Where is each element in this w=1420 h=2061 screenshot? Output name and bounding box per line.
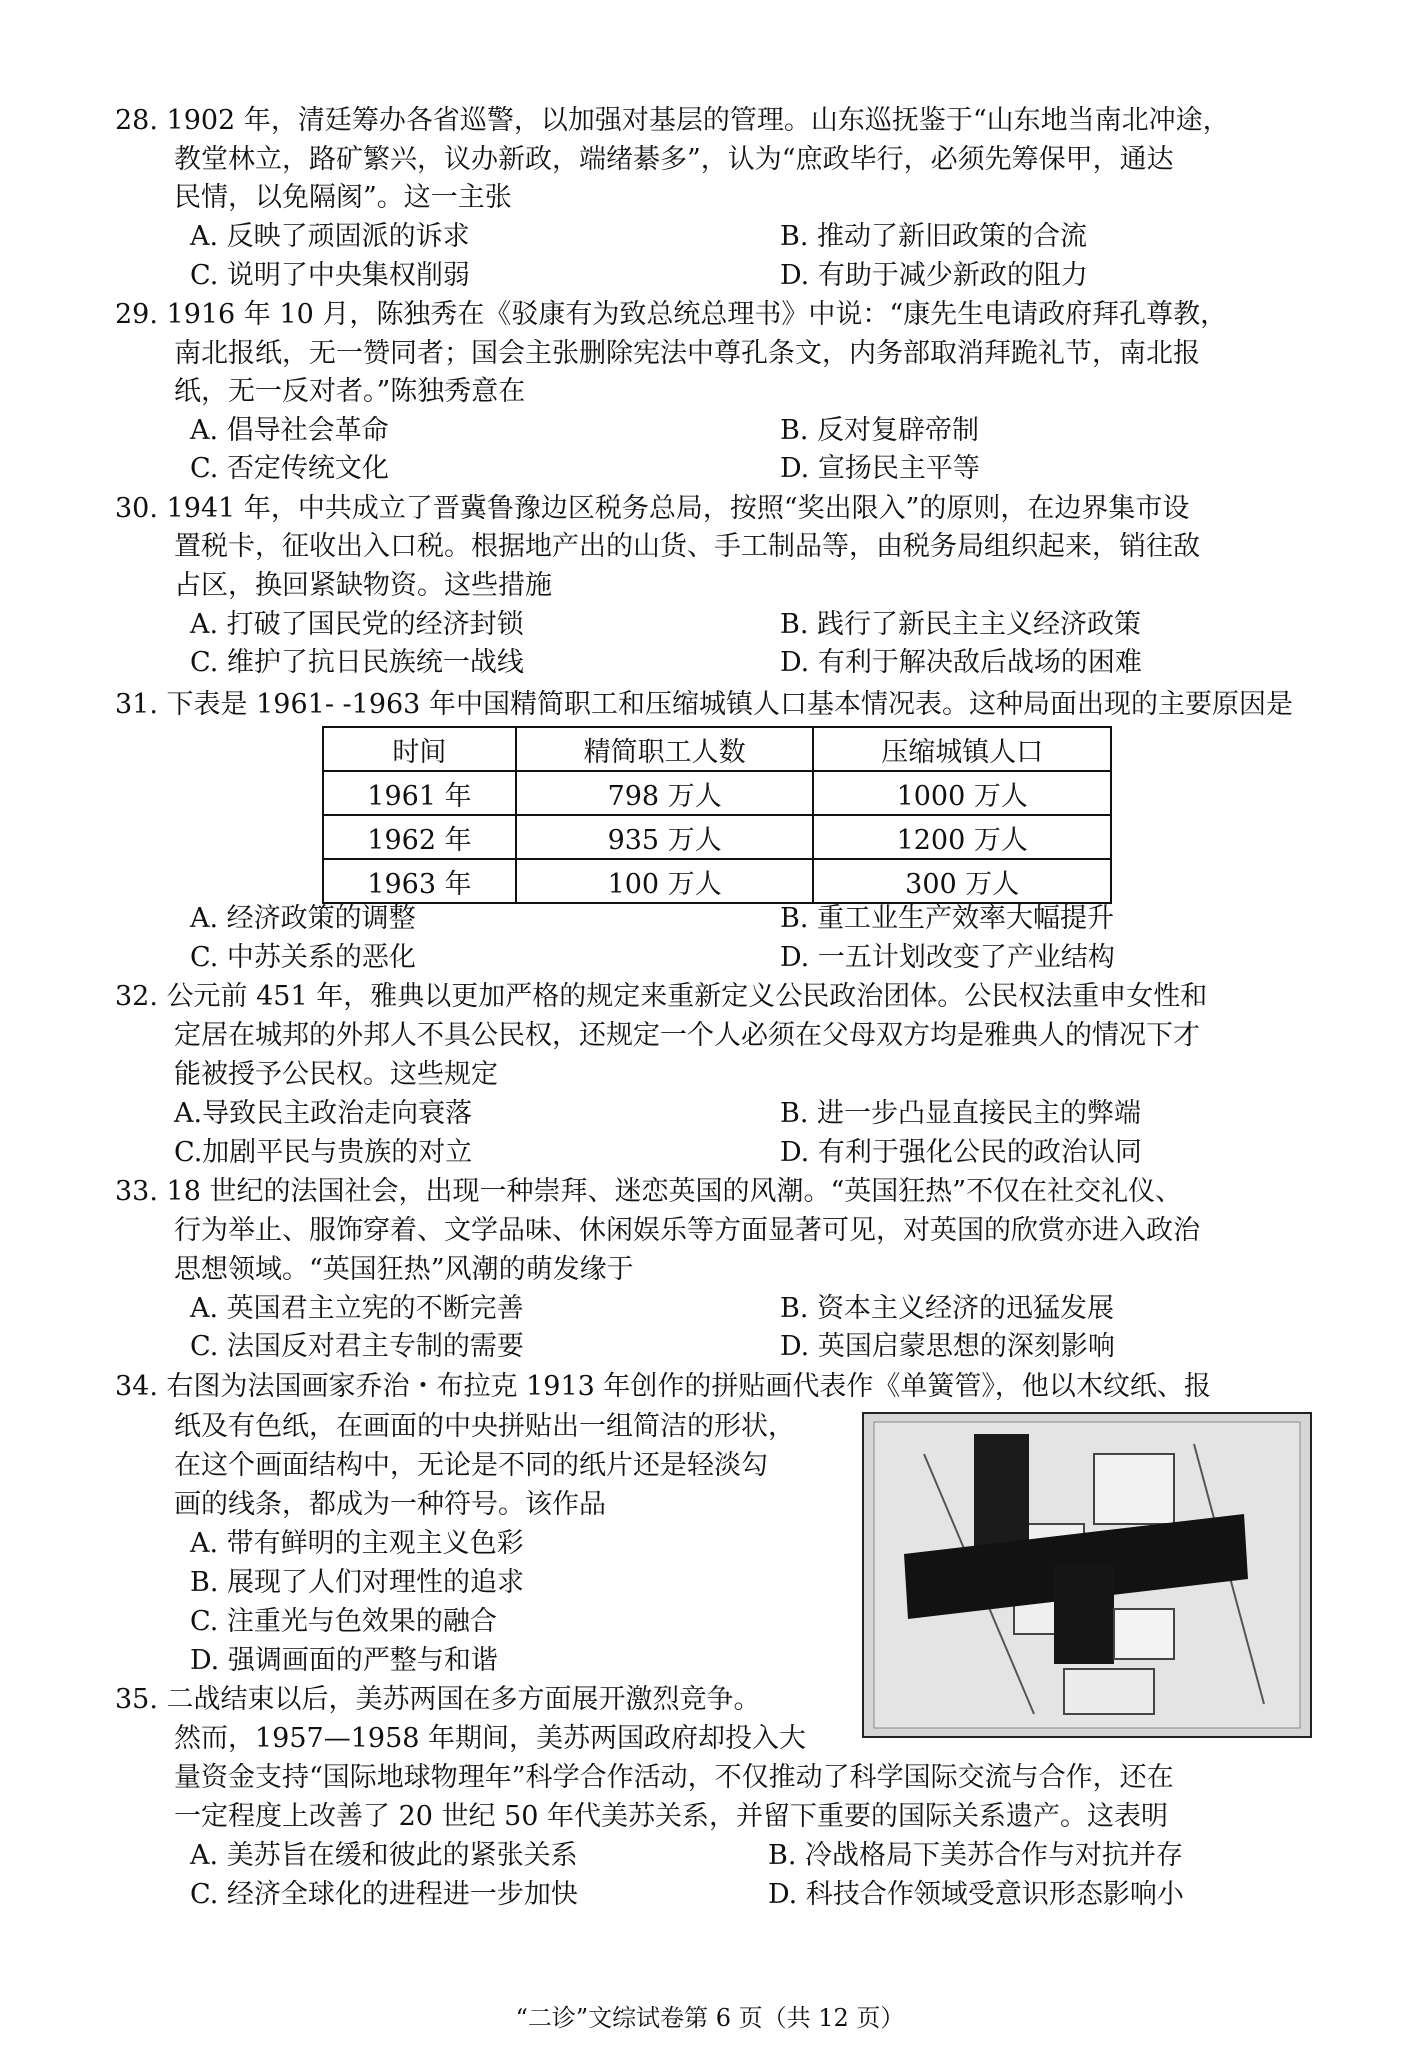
q30-stem-line-3: 占区，换回紧缺物资。这些措施: [174, 570, 552, 601]
q30-option-b: B. 践行了新民主主义经济政策: [780, 609, 1142, 640]
table-cell: 1000 万人: [813, 771, 1111, 815]
table-cell: 1963 年: [323, 859, 516, 903]
q29-option-c: C. 否定传统文化: [190, 453, 389, 484]
white-paper-shape: [1064, 1669, 1154, 1714]
table-header-cell: 精简职工人数: [516, 727, 814, 771]
q31-option-d: D. 一五计划改变了产业结构: [780, 942, 1115, 973]
q31-stem-line-1: 31. 下表是 1961- -1963 年中国精简职工和压缩城镇人口基本情况表。这种局面出现的主要原因是: [115, 689, 1293, 720]
q33-stem-line-2: 行为举止、服饰穿着、文学品味、休闲娱乐等方面显著可见，对英国的欣赏亦进入政治: [174, 1215, 1200, 1246]
table-cell: 798 万人: [516, 771, 814, 815]
table-cell: 1961 年: [323, 771, 516, 815]
q33-option-a: A. 英国君主立宪的不断完善: [190, 1293, 524, 1324]
q28-stem-line-2: 教堂林立，路矿繁兴，议办新政，端绪綦多”，认为“庶政毕行，必须先筹保甲，通达: [174, 144, 1174, 175]
q28-stem-line-3: 民情，以免隔阂”。这一主张: [174, 182, 512, 213]
q32-stem-line-3: 能被授予公民权。这些规定: [174, 1059, 498, 1090]
q33-stem-line-1: 33. 18 世纪的法国社会，出现一种崇拜、迷恋英国的风潮。“英国狂热”不仅在社交礼仪、: [115, 1176, 1183, 1207]
clarinet-collage-image: [862, 1412, 1312, 1738]
q32-stem-line-2: 定居在城邦的外邦人不具公民权，还规定一个人必须在父母双方均是雅典人的情况下才: [174, 1020, 1200, 1051]
q28-option-d: D. 有助于减少新政的阻力: [780, 260, 1088, 291]
q29-option-a: A. 倡导社会革命: [190, 415, 389, 446]
q35-stem-line-1: 35. 二战结束以后，美苏两国在多方面展开激烈竞争。: [115, 1684, 761, 1715]
q30-option-c: C. 维护了抗日民族统一战线: [190, 647, 524, 678]
q28-option-b: B. 推动了新旧政策的合流: [780, 221, 1088, 252]
q31-data-table: [322, 726, 1112, 904]
q29-option-b: B. 反对复辟帝制: [780, 415, 980, 446]
table-cell: 935 万人: [516, 815, 814, 859]
q31-option-c: C. 中苏关系的恶化: [190, 942, 416, 973]
q31-option-b: B. 重工业生产效率大幅提升: [780, 903, 1115, 934]
q35-option-c: C. 经济全球化的进程进一步加快: [190, 1879, 578, 1910]
q33-option-c: C. 法国反对君主专制的需要: [190, 1331, 524, 1362]
q34-stem-line-2: 纸及有色纸，在画面的中央拼贴出一组简洁的形状，: [174, 1411, 795, 1442]
table-cell: 1200 万人: [813, 815, 1111, 859]
black-paper-shape: [1054, 1564, 1114, 1664]
q28-option-c: C. 说明了中央集权削弱: [190, 260, 470, 291]
table-header-cell: 时间: [323, 727, 516, 771]
q30-option-a: A. 打破了国民党的经济封锁: [190, 609, 524, 640]
q30-stem-line-2: 置税卡，征收出入口税。根据地产出的山货、手工制品等，由税务局组织起来，销往敌: [174, 531, 1200, 562]
q32-option-a: A.导致民主政治走向衰落: [174, 1098, 473, 1129]
q28-stem-line-1: 28. 1902 年，清廷筹办各省巡警，以加强对基层的管理。山东巡抚鉴于“山东地当南北冲途，: [115, 105, 1230, 136]
collage-illustration: [864, 1414, 1310, 1736]
q31-option-a: A. 经济政策的调整: [190, 903, 416, 934]
q29-stem-line-2: 南北报纸，无一赞同者；国会主张删除宪法中尊孔条文，内务部取消拜跪礼节，南北报: [174, 338, 1200, 369]
table-row: [323, 771, 1111, 815]
table-row: [323, 859, 1111, 903]
q28-option-a: A. 反映了顽固派的诉求: [190, 221, 470, 252]
q35-stem-line-3: 量资金支持“国际地球物理年”科学合作活动，不仅推动了科学国际交流与合作，还在: [174, 1762, 1174, 1793]
q32-option-b: B. 进一步凸显直接民主的弊端: [780, 1098, 1142, 1129]
table-row: [323, 815, 1111, 859]
q29-option-d: D. 宣扬民主平等: [780, 453, 980, 484]
q34-option-b: B. 展现了人们对理性的追求: [190, 1567, 525, 1598]
page-footer: “二诊”文综试卷第 6 页（共 12 页）: [515, 2004, 905, 2032]
q33-option-d: D. 英国启蒙思想的深刻影响: [780, 1331, 1115, 1362]
q33-stem-line-3: 思想领域。“英国狂热”风潮的萌发缘于: [174, 1254, 634, 1285]
q32-stem-line-1: 32. 公元前 451 年，雅典以更加严格的规定来重新定义公民政治团体。公民权法重申女性和: [115, 981, 1208, 1012]
white-paper-shape: [1094, 1454, 1174, 1524]
q34-option-c: C. 注重光与色效果的融合: [190, 1606, 497, 1637]
q34-stem-line-3: 在这个画面结构中，无论是不同的纸片还是轻淡勾: [174, 1450, 768, 1481]
q34-option-a: A. 带有鲜明的主观主义色彩: [190, 1528, 524, 1559]
q35-option-b: B. 冷战格局下美苏合作与对抗并存: [768, 1840, 1184, 1871]
table-header-row: [323, 727, 1111, 771]
q32-option-d: D. 有利于强化公民的政治认同: [780, 1137, 1142, 1168]
table-cell: 1962 年: [323, 815, 516, 859]
white-paper-shape: [1114, 1609, 1174, 1659]
q35-option-d: D. 科技合作领域受意识形态影响小: [768, 1879, 1184, 1910]
q33-option-b: B. 资本主义经济的迅猛发展: [780, 1293, 1115, 1324]
q30-stem-line-1: 30. 1941 年，中共成立了晋冀鲁豫边区税务总局，按照“奖出限入”的原则，在边界集市设: [115, 493, 1190, 524]
table-cell: 300 万人: [813, 859, 1111, 903]
q34-stem-line-4: 画的线条，都成为一种符号。该作品: [174, 1489, 606, 1520]
q35-option-a: A. 美苏旨在缓和彼此的紧张关系: [190, 1840, 578, 1871]
q29-stem-line-3: 纸，无一反对者。”陈独秀意在: [174, 376, 526, 407]
q35-stem-line-4: 一定程度上改善了 20 世纪 50 年代美苏关系，并留下重要的国际关系遗产。这表明: [174, 1801, 1169, 1832]
table-header-cell: 压缩城镇人口: [813, 727, 1111, 771]
q30-option-d: D. 有利于解决敌后战场的困难: [780, 647, 1142, 678]
q35-stem-line-2: 然而，1957—1958 年期间，美苏两国政府却投入大: [174, 1723, 807, 1754]
table-cell: 100 万人: [516, 859, 814, 903]
q34-option-d: D. 强调画面的严整与和谐: [190, 1645, 498, 1676]
q34-stem-line-1: 34. 右图为法国画家乔治・布拉克 1913 年创作的拼贴画代表作《单簧管》，他以木纹纸、报: [115, 1371, 1211, 1402]
q32-option-c: C.加剧平民与贵族的对立: [174, 1137, 473, 1168]
q29-stem-line-1: 29. 1916 年 10 月，陈独秀在《驳康有为致总统总理书》中说：“康先生电请政府拜孔尊教，: [115, 299, 1228, 330]
